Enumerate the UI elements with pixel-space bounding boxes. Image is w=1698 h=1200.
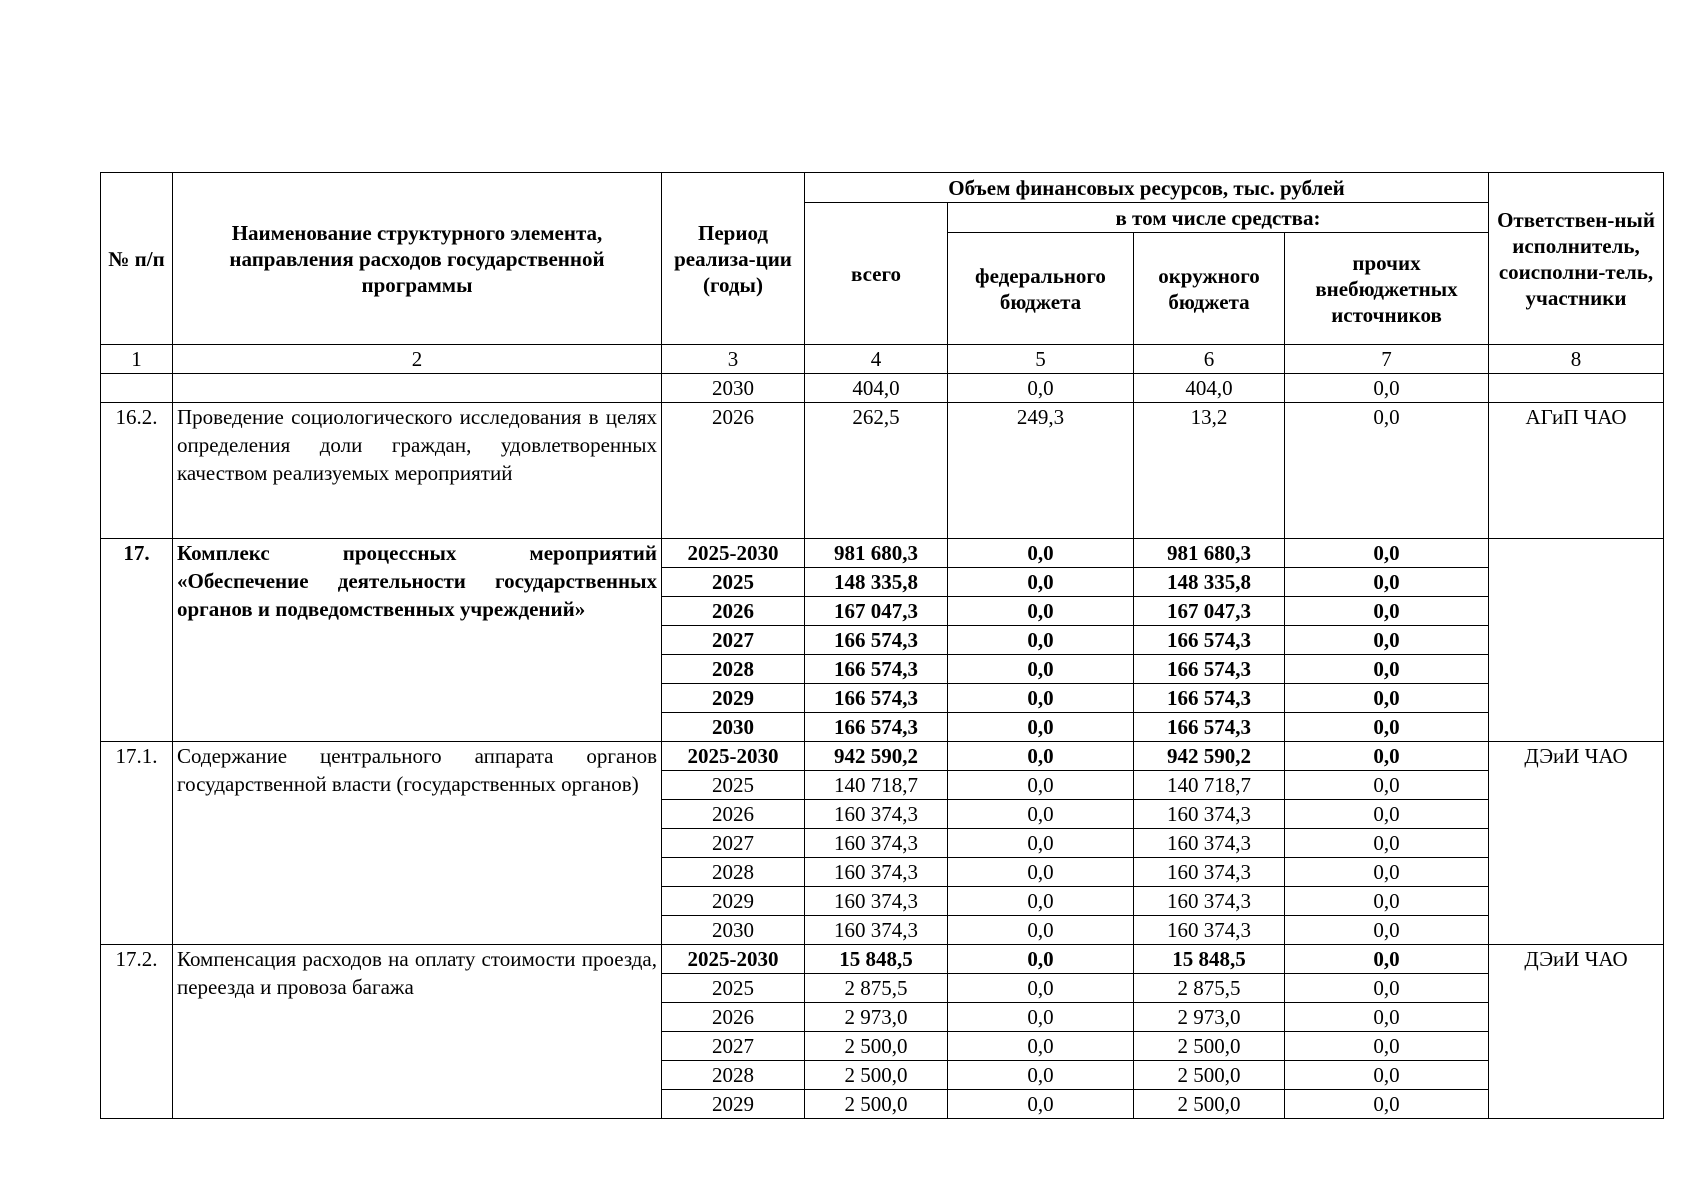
cell-responsible: ДЭиИ ЧАО bbox=[1489, 742, 1664, 945]
cell-period: 2025 bbox=[662, 974, 805, 1003]
cell-district: 15 848,5 bbox=[1134, 945, 1285, 974]
cell-period: 2030 bbox=[662, 374, 805, 403]
cell-federal: 0,0 bbox=[948, 858, 1134, 887]
cell-district: 2 875,5 bbox=[1134, 974, 1285, 1003]
column-numbers-row bbox=[101, 345, 1664, 374]
cell-district: 160 374,3 bbox=[1134, 829, 1285, 858]
cell-federal: 0,0 bbox=[948, 1003, 1134, 1032]
cell-other: 0,0 bbox=[1285, 1090, 1489, 1119]
cell-total: 160 374,3 bbox=[805, 887, 948, 916]
cell-total: 160 374,3 bbox=[805, 800, 948, 829]
cell-period: 2028 bbox=[662, 1061, 805, 1090]
cell-other: 0,0 bbox=[1285, 829, 1489, 858]
cell-federal: 0,0 bbox=[948, 800, 1134, 829]
cell-district: 2 500,0 bbox=[1134, 1090, 1285, 1119]
cell-district: 2 500,0 bbox=[1134, 1061, 1285, 1090]
cell-period: 2027 bbox=[662, 626, 805, 655]
column-number: 7 bbox=[1285, 345, 1489, 374]
cell-other: 0,0 bbox=[1285, 974, 1489, 1003]
column-number: 2 bbox=[173, 345, 662, 374]
cell-district: 166 574,3 bbox=[1134, 684, 1285, 713]
cell-other: 0,0 bbox=[1285, 403, 1489, 539]
header-district: окружного бюджета bbox=[1134, 233, 1285, 345]
cell-other: 0,0 bbox=[1285, 800, 1489, 829]
cell-other: 0,0 bbox=[1285, 887, 1489, 916]
cell-period: 2026 bbox=[662, 403, 805, 539]
cell-period: 2029 bbox=[662, 1090, 805, 1119]
header-federal: федерального бюджета bbox=[948, 233, 1134, 345]
column-number: 4 bbox=[805, 345, 948, 374]
cell-period: 2025 bbox=[662, 568, 805, 597]
cell-federal: 0,0 bbox=[948, 916, 1134, 945]
table-row bbox=[101, 374, 1664, 403]
cell-other: 0,0 bbox=[1285, 684, 1489, 713]
cell-total: 166 574,3 bbox=[805, 655, 948, 684]
column-number: 8 bbox=[1489, 345, 1664, 374]
cell-district: 160 374,3 bbox=[1134, 916, 1285, 945]
cell-federal: 0,0 bbox=[948, 374, 1134, 403]
cell-period: 2025-2030 bbox=[662, 945, 805, 974]
cell-district: 2 973,0 bbox=[1134, 1003, 1285, 1032]
table-row bbox=[101, 403, 1664, 539]
cell-district: 160 374,3 bbox=[1134, 858, 1285, 887]
cell-period: 2030 bbox=[662, 916, 805, 945]
cell-district: 160 374,3 bbox=[1134, 887, 1285, 916]
cell-district: 167 047,3 bbox=[1134, 597, 1285, 626]
header-volume: Объем финансовых ресурсов, тыс. рублей bbox=[805, 173, 1489, 203]
cell-total: 166 574,3 bbox=[805, 684, 948, 713]
cell-total: 262,5 bbox=[805, 403, 948, 539]
cell-period: 2027 bbox=[662, 829, 805, 858]
row-number: 17. bbox=[101, 539, 173, 742]
cell-total: 2 500,0 bbox=[805, 1061, 948, 1090]
cell-total: 166 574,3 bbox=[805, 713, 948, 742]
cell-federal: 0,0 bbox=[948, 771, 1134, 800]
cell-district: 166 574,3 bbox=[1134, 713, 1285, 742]
cell-district: 13,2 bbox=[1134, 403, 1285, 539]
cell-federal: 0,0 bbox=[948, 568, 1134, 597]
cell-federal: 0,0 bbox=[948, 974, 1134, 1003]
cell-federal: 0,0 bbox=[948, 1061, 1134, 1090]
cell-other: 0,0 bbox=[1285, 539, 1489, 568]
financing-table bbox=[100, 172, 1664, 1119]
cell-total: 160 374,3 bbox=[805, 829, 948, 858]
cell-district: 404,0 bbox=[1134, 374, 1285, 403]
cell-other: 0,0 bbox=[1285, 742, 1489, 771]
cell-total: 404,0 bbox=[805, 374, 948, 403]
row-number: 16.2. bbox=[101, 403, 173, 539]
cell-period: 2029 bbox=[662, 684, 805, 713]
header-including: в том числе средства: bbox=[948, 203, 1489, 233]
cell-federal: 0,0 bbox=[948, 626, 1134, 655]
row-name: Комплекс процессных мероприятий «Обеспечение деятельности государственных органов и подведомственных учреждений» bbox=[173, 539, 662, 742]
row-name: Компенсация расходов на оплату стоимости проезда, переезда и провоза багажа bbox=[173, 945, 662, 1119]
cell-federal: 0,0 bbox=[948, 887, 1134, 916]
column-number: 6 bbox=[1134, 345, 1285, 374]
cell-other: 0,0 bbox=[1285, 713, 1489, 742]
table-row bbox=[101, 945, 1664, 974]
cell-total: 981 680,3 bbox=[805, 539, 948, 568]
cell-total: 160 374,3 bbox=[805, 916, 948, 945]
cell-other: 0,0 bbox=[1285, 858, 1489, 887]
cell-period: 2026 bbox=[662, 597, 805, 626]
cell-district: 942 590,2 bbox=[1134, 742, 1285, 771]
cell-other: 0,0 bbox=[1285, 1061, 1489, 1090]
row-number: 17.2. bbox=[101, 945, 173, 1119]
cell-period: 2028 bbox=[662, 655, 805, 684]
column-number: 3 bbox=[662, 345, 805, 374]
cell-district: 160 374,3 bbox=[1134, 800, 1285, 829]
row-number bbox=[101, 374, 173, 403]
header-responsible: Ответствен-ный исполнитель, соисполни-тель, участники bbox=[1489, 173, 1664, 345]
cell-responsible: АГиП ЧАО bbox=[1489, 403, 1664, 539]
cell-federal: 0,0 bbox=[948, 597, 1134, 626]
cell-district: 981 680,3 bbox=[1134, 539, 1285, 568]
row-name: Содержание центрального аппарата органов государственной власти (государственных органов) bbox=[173, 742, 662, 945]
cell-other: 0,0 bbox=[1285, 771, 1489, 800]
cell-total: 2 875,5 bbox=[805, 974, 948, 1003]
cell-period: 2028 bbox=[662, 858, 805, 887]
cell-other: 0,0 bbox=[1285, 655, 1489, 684]
cell-other: 0,0 bbox=[1285, 945, 1489, 974]
header-total: всего bbox=[805, 203, 948, 345]
row-name: Проведение социологического исследования в целях определения доли граждан, удовлетворенных качеством реализуемых мероприятий bbox=[173, 403, 662, 539]
cell-total: 2 500,0 bbox=[805, 1032, 948, 1061]
cell-district: 166 574,3 bbox=[1134, 655, 1285, 684]
cell-total: 167 047,3 bbox=[805, 597, 948, 626]
header-period: Период реализа-ции (годы) bbox=[662, 173, 805, 345]
cell-district: 2 500,0 bbox=[1134, 1032, 1285, 1061]
row-name bbox=[173, 374, 662, 403]
cell-total: 942 590,2 bbox=[805, 742, 948, 771]
cell-period: 2029 bbox=[662, 887, 805, 916]
cell-other: 0,0 bbox=[1285, 1032, 1489, 1061]
cell-period: 2026 bbox=[662, 800, 805, 829]
header-number: № п/п bbox=[101, 173, 173, 345]
cell-responsible: ДЭиИ ЧАО bbox=[1489, 945, 1664, 1119]
cell-federal: 0,0 bbox=[948, 945, 1134, 974]
cell-federal: 0,0 bbox=[948, 829, 1134, 858]
cell-other: 0,0 bbox=[1285, 1003, 1489, 1032]
cell-district: 140 718,7 bbox=[1134, 771, 1285, 800]
cell-period: 2027 bbox=[662, 1032, 805, 1061]
cell-period: 2026 bbox=[662, 1003, 805, 1032]
cell-federal: 249,3 bbox=[948, 403, 1134, 539]
cell-period: 2030 bbox=[662, 713, 805, 742]
table-row bbox=[101, 539, 1664, 568]
cell-total: 15 848,5 bbox=[805, 945, 948, 974]
cell-total: 140 718,7 bbox=[805, 771, 948, 800]
column-number: 5 bbox=[948, 345, 1134, 374]
cell-responsible bbox=[1489, 374, 1664, 403]
cell-other: 0,0 bbox=[1285, 374, 1489, 403]
cell-district: 148 335,8 bbox=[1134, 568, 1285, 597]
cell-period: 2025-2030 bbox=[662, 742, 805, 771]
cell-total: 148 335,8 bbox=[805, 568, 948, 597]
column-number: 1 bbox=[101, 345, 173, 374]
table-row bbox=[101, 742, 1664, 771]
cell-federal: 0,0 bbox=[948, 655, 1134, 684]
cell-total: 2 973,0 bbox=[805, 1003, 948, 1032]
cell-other: 0,0 bbox=[1285, 916, 1489, 945]
cell-other: 0,0 bbox=[1285, 626, 1489, 655]
cell-federal: 0,0 bbox=[948, 1032, 1134, 1061]
row-number: 17.1. bbox=[101, 742, 173, 945]
cell-responsible bbox=[1489, 539, 1664, 742]
cell-federal: 0,0 bbox=[948, 539, 1134, 568]
header-other: прочих внебюджетных источников bbox=[1285, 233, 1489, 345]
cell-federal: 0,0 bbox=[948, 713, 1134, 742]
cell-federal: 0,0 bbox=[948, 742, 1134, 771]
cell-federal: 0,0 bbox=[948, 684, 1134, 713]
cell-total: 2 500,0 bbox=[805, 1090, 948, 1119]
cell-period: 2025 bbox=[662, 771, 805, 800]
cell-other: 0,0 bbox=[1285, 597, 1489, 626]
cell-district: 166 574,3 bbox=[1134, 626, 1285, 655]
cell-other: 0,0 bbox=[1285, 568, 1489, 597]
cell-total: 166 574,3 bbox=[805, 626, 948, 655]
cell-period: 2025-2030 bbox=[662, 539, 805, 568]
cell-federal: 0,0 bbox=[948, 1090, 1134, 1119]
cell-total: 160 374,3 bbox=[805, 858, 948, 887]
header-name: Наименование структурного элемента, направления расходов государственной программы bbox=[173, 173, 662, 345]
